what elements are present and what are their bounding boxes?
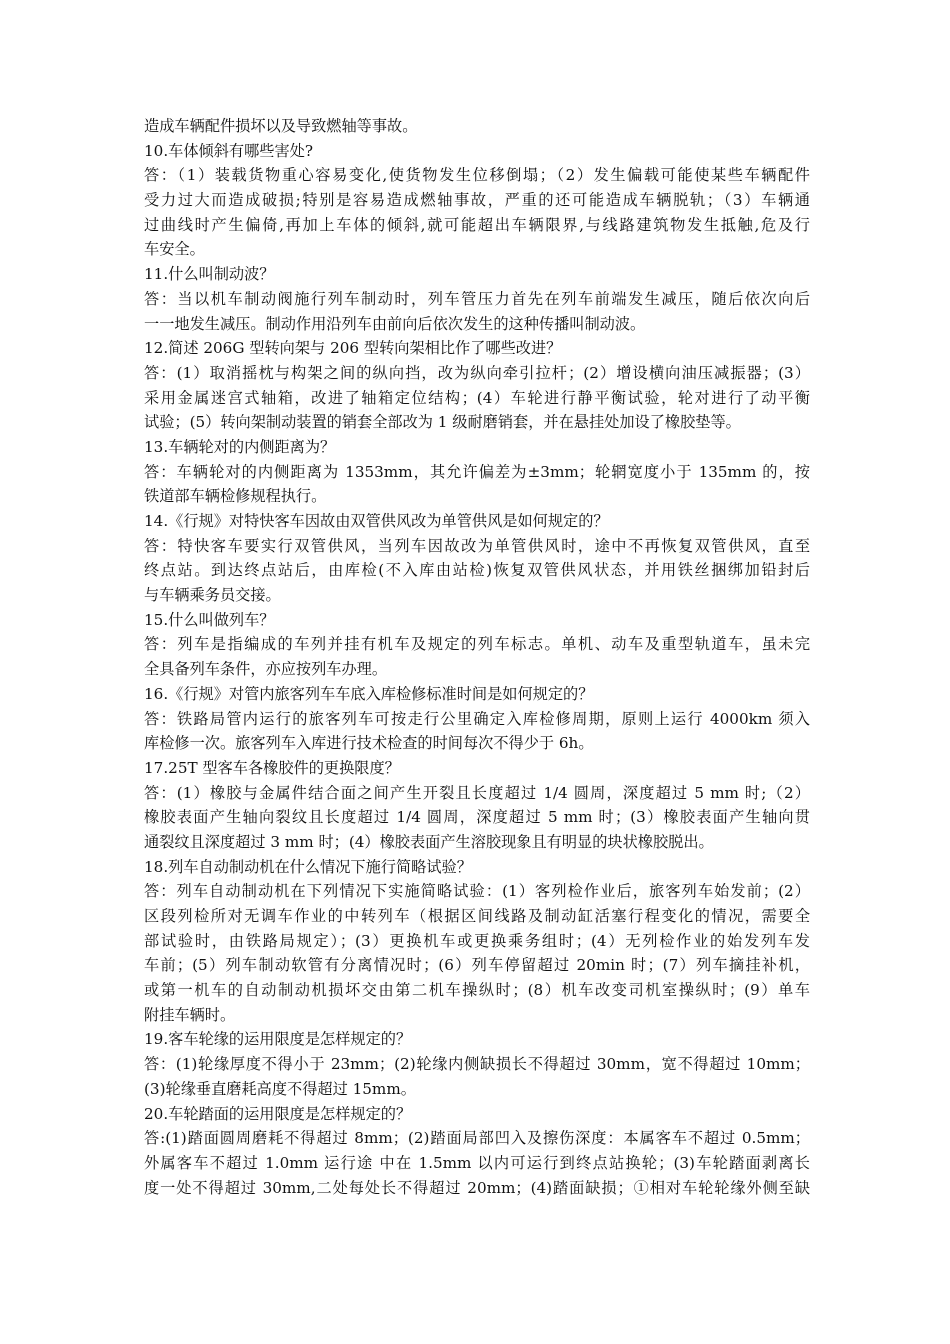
text-line: 18.列车自动制动机在什么情况下施行简略试验？ <box>144 857 472 876</box>
text-line: 答：当以机车制动阀施行列车制动时，列车管压力首先在列车前端发生减压，随后依次向后 <box>144 289 810 308</box>
text-line: 造成车辆配件损坏以及导致燃轴等事故。 <box>144 117 418 135</box>
text-line: 答：列车自动制动机在下列情况下实施简略试验：(1）客列检作业后，旅客列车始发前；(2） <box>144 882 810 901</box>
text-line: 或第一机车的自动制动机损坏交由第二机车操纵时；(8）机车改变司机室操纵时；(9）单车 <box>144 981 810 1000</box>
text-line: 13.车辆轮对的内侧距离为？ <box>144 437 336 456</box>
text-line: 度一处不得超过 30mm,二处每处长不得超过 20mm；(4)踏面缺损；①相对车轮轮缘外侧至缺 <box>144 1178 810 1197</box>
text-line: 终点站。到达终点站后，由库检(不入库由站检)恢复双管供风状态，并用铁丝捆绑加铅封后 <box>144 561 810 580</box>
text-line: 20.车轮踏面的运用限度是怎样规定的？ <box>144 1104 412 1123</box>
text-line: 17.25T 型客车各橡胶件的更换限度？ <box>144 758 400 777</box>
text-line: 11.什么叫制动波？ <box>144 265 275 284</box>
text-line: 16.《行规》对管内旅客列车车底入库检修标准时间是如何规定的？ <box>144 684 594 703</box>
text-line: 部试验时，由铁路局规定）；(3）更换机车或更换乘务组时；(4）无列检作业的始发列车发 <box>144 931 810 950</box>
text-line: 答：列车是指编成的车列并挂有机车及规定的列车标志。单机、动车及重型轨道车，虽未完 <box>144 635 810 654</box>
text-line: 车安全。 <box>144 240 205 259</box>
text-line: 附挂车辆时。 <box>144 1005 236 1024</box>
text-line: 车前；(5）列车制动软管有分离情况时；(6）列车停留超过 20min 时；(7）列车摘挂补机， <box>144 956 810 975</box>
text-line: 试验；(5）转向架制动装置的销套全部改为 1 级耐磨销套，并在悬挂处加设了橡胶垫等。 <box>144 413 741 432</box>
text-line: (3)轮缘垂直磨耗高度不得超过 15mm。 <box>144 1079 416 1098</box>
text-line: 答：车辆轮对的内侧距离为 1353mm，其允许偏差为±3mm；轮辋宽度小于 135mm 的，按 <box>144 462 810 481</box>
text-line: 一一地发生减压。制动作用沿列车由前向后依次发生的这种传播叫制动波。 <box>144 314 646 333</box>
text-line: 区段列检所对无调车作业的中转列车（根据区间线路及制动缸活塞行程变化的情况，需要全 <box>144 907 810 925</box>
text-line: 15.什么叫做列车？ <box>144 610 275 629</box>
text-line: 10.车体倾斜有哪些害处? <box>144 141 313 160</box>
text-line: 库检修一次。旅客列车入库进行技术检查的时间每次不得少于 6h。 <box>144 734 594 753</box>
text-line: 答：(1)轮缘厚度不得小于 23mm；(2)轮缘内侧缺损长不得超过 30mm，宽不得超过 10mm； <box>144 1055 810 1074</box>
document-body <box>144 114 810 1200</box>
text-line: 采用金属迷宫式轴箱，改进了轴箱定位结构；(4）车轮进行静平衡试验，轮对进行了动平衡 <box>144 388 810 407</box>
text-line: 答:(1)踏面圆周磨耗不得超过 8mm；(2)踏面局部凹入及擦伤深度：本属客车不超过 0.5mm； <box>144 1129 810 1148</box>
text-line: 答：(1）取消摇枕与构架之间的纵向挡，改为纵向牵引拉杆；(2）增设横向油压减振器；(3） <box>144 363 810 382</box>
text-line: 答：（1）装载货物重心容易变化,使货物发生位移倒塌；（2）发生偏载可能使某些车辆配件 <box>144 166 810 185</box>
text-line: 答：(1）橡胶与金属件结合面之间产生开裂且长度超过 1/4 圆周，深度超过 5 mm 时;（2） <box>144 783 810 802</box>
text-line: 与车辆乘务员交接。 <box>144 586 281 605</box>
text-line: 通裂纹且深度超过 3 mm 时；(4）橡胶表面产生溶胶现象且有明显的块状橡胶脱出。 <box>144 832 714 851</box>
text-line: 14.《行规》对特快客车因故由双管供风改为单管供风是如何规定的？ <box>144 512 609 530</box>
text-line: 橡胶表面产生轴向裂纹且长度超过 1/4 圆周，深度超过 5 mm 时；(3）橡胶表面产生轴向贯 <box>144 808 810 827</box>
text-line: 过曲线时产生偏倚,再加上车体的倾斜,就可能超出车辆限界,与线路建筑物发生抵触,危及行 <box>144 215 810 234</box>
text-line: 外属客车不超过 1.0mm 运行途 中在 1.5mm 以内可运行到终点站换轮；(3)车轮踏面剥离长 <box>144 1153 810 1172</box>
text-line: 受力过大而造成破损;特别是容易造成燃轴事故，严重的还可能造成车辆脱轨；（3）车辆通 <box>144 191 810 210</box>
text-line: 答：铁路局管内运行的旅客列车可按走行公里确定入库检修周期，原则上运行 4000km 须入 <box>144 709 810 728</box>
text-line: 全具备列车条件，亦应按列车办理。 <box>144 660 387 679</box>
text-line: 铁道部车辆检修规程执行。 <box>144 487 327 506</box>
text-line: 12.简述 206G 型转向架与 206 型转向架相比作了哪些改进？ <box>144 339 562 358</box>
text-line: 19.客车轮缘的运用限度是怎样规定的？ <box>144 1030 412 1049</box>
text-line: 答：特快客车要实行双管供风，当列车因故改为单管供风时，途中不再恢复双管供风，直至 <box>144 536 810 555</box>
